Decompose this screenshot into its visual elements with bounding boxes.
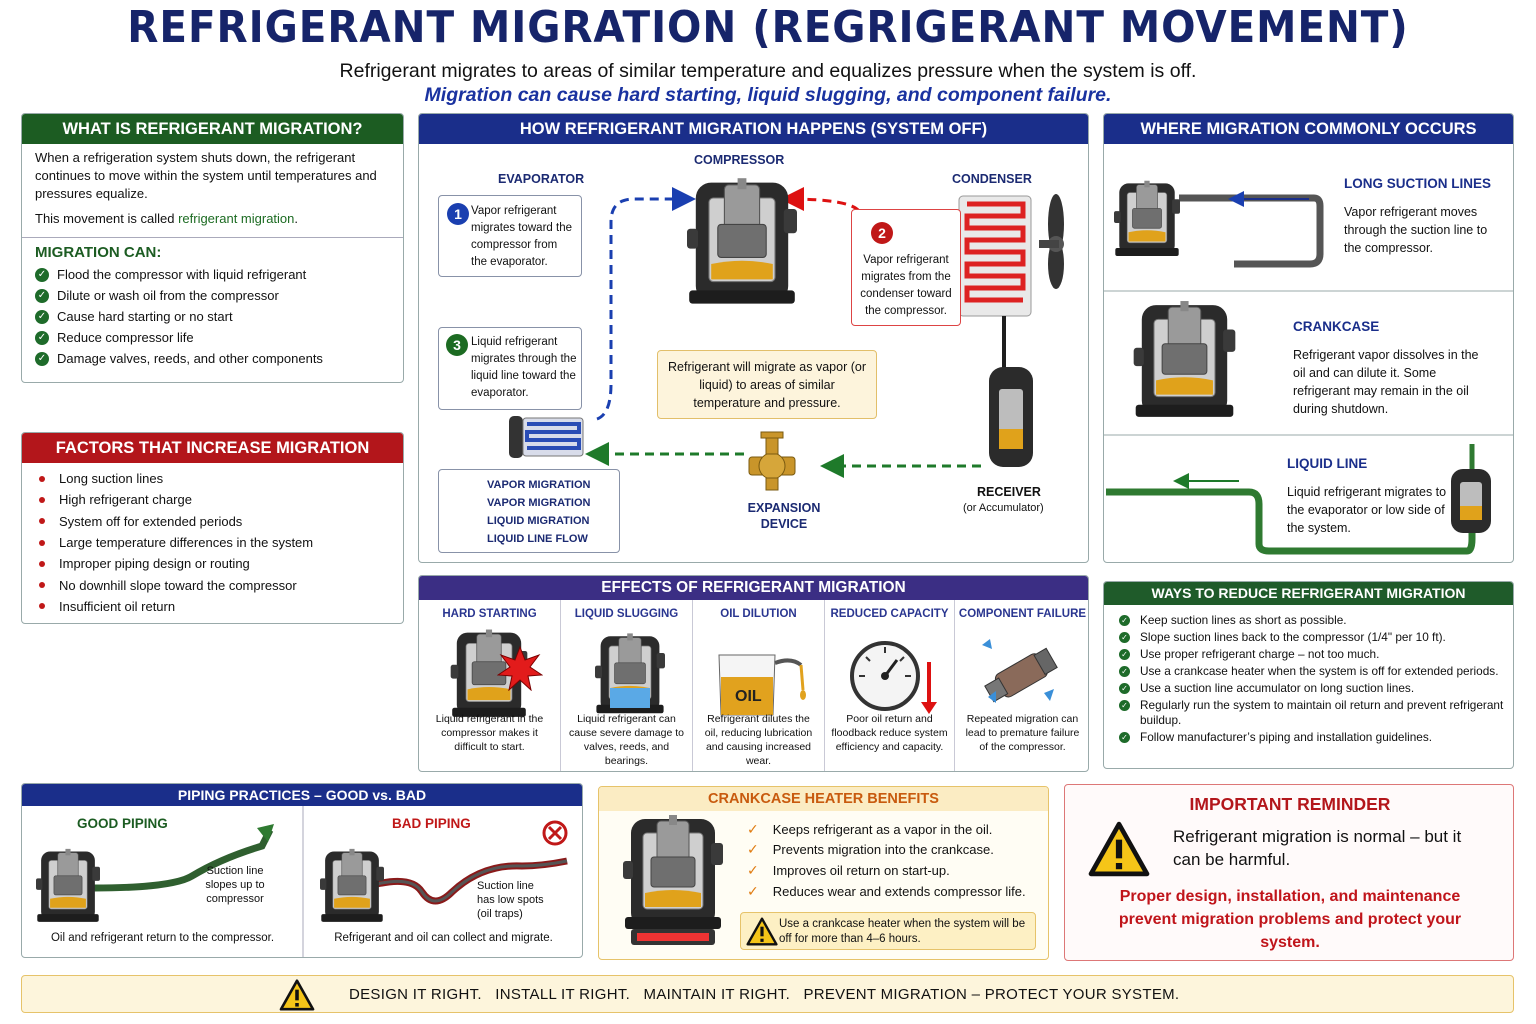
bullet-icon [39, 518, 45, 524]
reminder-text: Refrigerant migration is normal – but it can be harmful. [1173, 827, 1462, 869]
effect-column [693, 600, 825, 772]
factor-item-text: Insufficient oil return [59, 598, 176, 614]
migration-can-item [35, 306, 390, 327]
step-1-badge: 1 [447, 203, 469, 225]
good-piping-compressor-icon [36, 846, 100, 926]
what-is-panel [21, 113, 404, 383]
ways-item [1119, 664, 1505, 679]
page-subtitle-emphasis: Migration can cause hard starting, liquid slugging, and component failure. [424, 84, 1112, 106]
condenser-coil [959, 194, 1064, 316]
where-panel [1103, 113, 1514, 563]
ways-list [1104, 605, 1513, 745]
effect-title: LIQUID SLUGGING [574, 608, 679, 620]
check-icon: ✓ [747, 820, 759, 837]
reminder-panel [1064, 784, 1514, 961]
receiver-sublabel: (or Accumulator) [963, 502, 1044, 514]
good-piping-caption: Oil and refrigerant return to the compressor. [50, 932, 275, 944]
ways-item-text: Keep suction lines as short as possible. [1140, 613, 1347, 627]
bullet-icon [39, 582, 45, 588]
ways-item-text: Slope suction lines back to the compressor (1/4" per 10 ft). [1140, 630, 1446, 644]
effect-title: COMPONENT FAILURE [958, 608, 1087, 620]
factor-item-text: System off for extended periods [59, 513, 243, 529]
check-icon: ✓ [1119, 615, 1130, 626]
ways-item [1119, 613, 1505, 628]
reminder-text-2: Proper design, installation, and maintenance prevent migration problems and protect your system. [1118, 888, 1462, 951]
effect-text: Repeated migration can lead to premature failure of the compressor. [965, 713, 1080, 753]
legend-item: LIQUID MIGRATION [487, 515, 590, 527]
ways-item [1119, 698, 1505, 728]
effect-title: HARD STARTING [442, 608, 537, 620]
page-subtitle: Refrigerant migrates to areas of similar temperature and equalizes pressure when the system is off. [339, 60, 1197, 82]
heater-benefit-item [747, 860, 1026, 881]
migration-can-item-text: Reduce compressor life [57, 330, 194, 345]
footer-banner [21, 975, 1514, 1013]
heater-panel [598, 786, 1049, 960]
check-icon: ✓ [747, 841, 759, 858]
heater-tip: Use a crankcase heater when the system will be off for more than 4–6 hours. [779, 918, 1026, 945]
ways-item [1119, 647, 1505, 662]
step-1-text: Vapor refrigerant migrates toward the compressor from the evaporator. [471, 205, 572, 268]
expansion-device-label: EXPANSION DEVICE [747, 501, 821, 531]
heater-benefit-item [747, 819, 1026, 840]
ways-item [1119, 730, 1505, 745]
factor-item [35, 468, 390, 489]
warning-icon [746, 917, 778, 946]
where-item-title: LIQUID LINE [1287, 456, 1368, 471]
effect-title: REDUCED CAPACITY [830, 608, 949, 620]
ways-item [1119, 681, 1505, 696]
check-icon: ✓ [1119, 700, 1130, 711]
legend-item: LIQUID LINE FLOW [487, 533, 588, 545]
factor-item-text: Long suction lines [59, 471, 164, 487]
effect-text: Refrigerant dilutes the oil, reducing lubrication and causing increased wear. [704, 713, 813, 767]
step-2-text: Vapor refrigerant migrates from the condenser toward the compressor. [860, 254, 952, 317]
what-is-term: This movement is called refrigerant migration. [35, 211, 299, 226]
migration-can-item-text: Flood the compressor with liquid refrigerant [57, 267, 307, 282]
effects-row [419, 600, 1089, 772]
ways-item-text: Use proper refrigerant charge – not too much. [1140, 647, 1380, 661]
expansion-valve [749, 432, 795, 490]
legend-item: VAPOR MIGRATION [487, 479, 591, 491]
reminder-title: IMPORTANT REMINDER [1189, 794, 1391, 814]
check-icon: ✓ [1119, 666, 1130, 677]
compressor-icon [687, 176, 797, 308]
ways-panel [1103, 581, 1514, 769]
bad-piping-title: BAD PIPING [392, 816, 471, 831]
check-icon: ✓ [35, 268, 49, 282]
effect-column [825, 600, 955, 772]
check-icon: ✓ [747, 861, 759, 878]
receiver-tank [989, 367, 1033, 467]
migration-can-item [35, 285, 390, 306]
bullet-icon [39, 497, 45, 503]
factor-item [35, 511, 390, 532]
check-icon: ✓ [1119, 649, 1130, 660]
effect-column [561, 600, 693, 772]
factor-item [35, 489, 390, 510]
receiver-label: RECEIVER [977, 485, 1041, 499]
good-piping-note: Suction line slopes up to compressor [205, 865, 265, 905]
where-item-title: CRANKCASE [1293, 319, 1380, 334]
page-title: REFRIGERANT MIGRATION (REGRIGERANT MOVEMENT) [127, 2, 1409, 53]
heater-benefits-list [747, 819, 1026, 901]
footer-text: DESIGN IT RIGHT. INSTALL IT RIGHT. MAINTAIN IT RIGHT. PREVENT MIGRATION – PROTECT YOUR SYSTEM. [349, 986, 1180, 1003]
what-is-description: When a refrigeration system shuts down, the refrigerant continues to move within the system until temperatures and pressures equalize. [35, 150, 377, 201]
condenser-label: CONDENSER [952, 172, 1032, 186]
check-icon: ✓ [35, 310, 49, 324]
effect-text: Liquid refrigerant can cause severe damage to valves, reeds, and bearings. [569, 713, 684, 767]
effect-title: OIL DILUTION [720, 608, 797, 620]
factor-item-text: High refrigerant charge [59, 492, 192, 508]
bad-piping-caption: Refrigerant and oil can collect and migrate. [334, 932, 553, 944]
effect-column [955, 600, 1089, 772]
factor-item-text: Large temperature differences in the system [59, 535, 314, 551]
heater-benefit-text: Reduces wear and extends compressor life. [772, 883, 1026, 899]
heater-benefit-text: Keeps refrigerant as a vapor in the oil. [772, 821, 993, 837]
bad-piping-compressor-icon [320, 846, 384, 926]
evaporator-label: EVAPORATOR [498, 172, 585, 186]
compressor-label: COMPRESSOR [694, 153, 785, 167]
where-item-title: LONG SUCTION LINES [1344, 176, 1492, 191]
step-3-badge: 3 [446, 334, 468, 356]
check-icon: ✓ [35, 289, 49, 303]
migration-can-item-text: Cause hard starting or no start [57, 309, 233, 324]
step-2-badge: 2 [871, 222, 893, 244]
migration-can-heading: MIGRATION CAN: [35, 244, 162, 261]
migration-can-item [35, 348, 390, 369]
where-item-text: Refrigerant vapor dissolves in the oil and can dilute it. Some refrigerant may remain in the oil during shutdown. [1293, 348, 1479, 416]
step-2-box [851, 209, 961, 326]
effect-text: Poor oil return and floodback reduce system efficiency and capacity. [831, 713, 948, 753]
what-is-title: WHAT IS REFRIGERANT MIGRATION? [22, 114, 403, 144]
migration-can-item-text: Dilute or wash oil from the compressor [57, 288, 279, 303]
how-title: HOW REFRIGERANT MIGRATION HAPPENS (SYSTEM OFF) [419, 114, 1088, 144]
bullet-icon [39, 540, 45, 546]
ways-item-text: Follow manufacturer’s piping and installation guidelines. [1140, 730, 1433, 744]
crankcase-compressor-icon [1132, 299, 1237, 421]
where-item [1287, 456, 1457, 537]
legend [438, 469, 620, 553]
bullet-icon [39, 561, 45, 567]
heater-benefit-item [747, 881, 1026, 902]
legend-item: VAPOR MIGRATION [487, 497, 591, 509]
where-item-text: Liquid refrigerant migrates to the evaporator or low side of the system. [1287, 485, 1447, 535]
heater-compressor-icon [623, 813, 723, 953]
where-item-text: Vapor refrigerant moves through the suction line to the compressor. [1344, 205, 1488, 255]
how-panel [418, 113, 1089, 563]
factor-item [35, 532, 390, 553]
factors-list [22, 463, 403, 617]
bullet-icon [39, 476, 45, 482]
ways-item [1119, 630, 1505, 645]
ways-title: WAYS TO REDUCE REFRIGERANT MIGRATION [1104, 582, 1513, 605]
effects-panel [418, 575, 1089, 772]
warning-icon [279, 979, 315, 1011]
heater-benefit-text: Prevents migration into the crankcase. [772, 842, 994, 858]
piping-panel [21, 783, 583, 958]
check-icon: ✓ [747, 882, 759, 899]
bullet-icon [39, 603, 45, 609]
migration-can-item-text: Damage valves, reeds, and other components [57, 351, 323, 366]
good-piping-title: GOOD PIPING [77, 816, 168, 831]
heater-title: CRANKCASE HEATER BENEFITS [599, 787, 1048, 811]
factor-item [35, 596, 390, 617]
effects-title: EFFECTS OF REFRIGERANT MIGRATION [419, 576, 1088, 600]
suction-line-compressor-icon [1114, 171, 1180, 267]
where-item [1293, 319, 1493, 418]
evaporator-coil [509, 416, 583, 458]
check-icon: ✓ [35, 331, 49, 345]
factors-title: FACTORS THAT INCREASE MIGRATION [22, 433, 403, 463]
heater-tip-box [740, 912, 1036, 950]
bad-piping-note: Suction line has low spots (oil traps) [477, 880, 544, 920]
piping-title: PIPING PRACTICES – GOOD vs. BAD [22, 784, 582, 806]
where-title: WHERE MIGRATION COMMONLY OCCURS [1104, 114, 1513, 144]
migration-can-item [35, 264, 390, 285]
ways-item-text: Regularly run the system to maintain oil return and prevent refrigerant buildup. [1140, 698, 1504, 727]
migration-note: Refrigerant will migrate as vapor (or liquid) to areas of similar temperature and pressure. [657, 350, 877, 419]
oil-label: OIL [735, 688, 762, 705]
effect-text: Liquid refrigerant in the compressor makes it difficult to start. [435, 713, 544, 753]
check-icon: ✓ [1119, 632, 1130, 643]
check-icon: ✓ [1119, 683, 1130, 694]
factors-panel [21, 432, 404, 624]
step-3-text: Liquid refrigerant migrates through the liquid line toward the evaporator. [471, 336, 577, 399]
migration-can-list [22, 261, 403, 369]
factor-item [35, 553, 390, 574]
heater-benefit-item [747, 840, 1026, 861]
migration-can-item [35, 327, 390, 348]
heater-benefit-text: Improves oil return on start-up. [772, 862, 950, 878]
check-icon: ✓ [35, 352, 49, 366]
effect-column [419, 600, 561, 772]
factor-item [35, 574, 390, 595]
factor-item-text: Improper piping design or routing [59, 556, 250, 572]
ways-item-text: Use a suction line accumulator on long suction lines. [1140, 681, 1415, 695]
check-icon: ✓ [1119, 732, 1130, 743]
ways-item-text: Use a crankcase heater when the system is off for extended periods. [1140, 664, 1499, 678]
factor-item-text: No downhill slope toward the compressor [59, 577, 297, 593]
where-item [1344, 176, 1504, 257]
warning-icon [1087, 821, 1151, 877]
